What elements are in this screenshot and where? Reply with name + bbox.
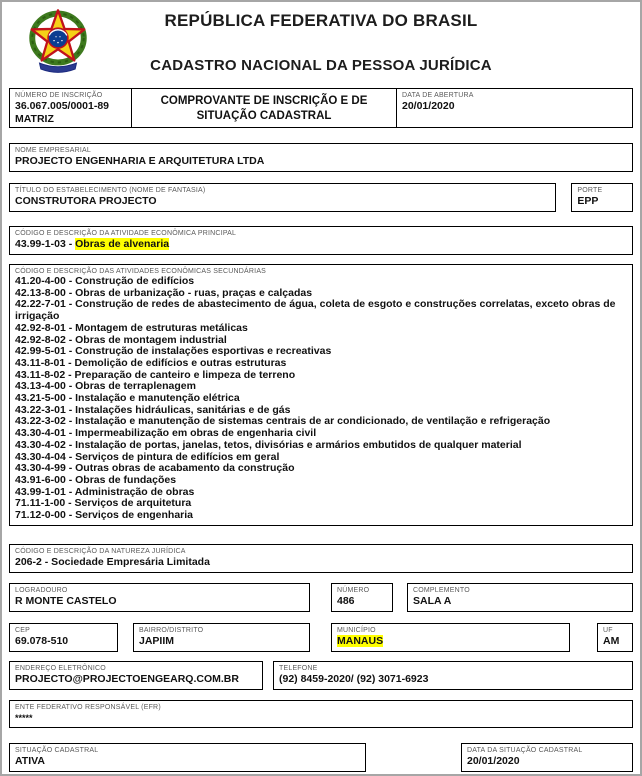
secondary-activity-item: 41.20-4-00 - Construção de edifícios (15, 275, 195, 287)
porte-label: PORTE (577, 187, 603, 194)
complemento-box (407, 583, 633, 612)
atividades-secundarias-label: CÓDIGO E DESCRIÇÃO DAS ATIVIDADES ECONÔMICAS SECUNDÁRIAS (15, 268, 267, 275)
cep-value: 69.078-510 (15, 634, 69, 647)
numero-inscricao-value: 36.067.005/0001-89 (15, 100, 110, 112)
data-abertura-box (396, 89, 632, 127)
secondary-activity-item: 43.30-4-99 - Outras obras de acabamento da construção (15, 462, 295, 475)
numero-box (331, 583, 393, 612)
form-title-box (131, 89, 396, 127)
secondary-activity-item: 43.30-4-04 - Serviços de pintura de edifícios em geral (15, 450, 280, 463)
country-title: REPÚBLICA FEDERATIVA DO BRASIL (164, 11, 478, 30)
atividade-principal-box (9, 226, 633, 255)
situacao-cadastral-box (9, 743, 366, 772)
complemento-label: COMPLEMENTO (413, 586, 470, 594)
atividade-principal-label: CÓDIGO E DESCRIÇÃO DA ATIVIDADE ECONÔMICA PRINCIPAL (15, 230, 237, 237)
data-abertura-value: 20/01/2020 (402, 100, 455, 112)
numero-inscricao-label: NÚMERO DE INSCRIÇÃO (15, 92, 103, 99)
atividade-principal-code: 43.99-1-03 - (15, 238, 73, 250)
uf-value: AM (603, 634, 620, 647)
logradouro-row (9, 583, 633, 612)
nome-fantasia-value: CONSTRUTORA PROJECTO (15, 195, 157, 207)
bairro-box (133, 623, 310, 652)
secondary-activity-item: 43.91-6-00 - Obras de fundações (15, 473, 177, 486)
endereco-eletronico-label: ENDEREÇO ELETRÔNICO (15, 664, 106, 672)
efr-box (9, 700, 633, 728)
secondary-activity-item: 43.21-5-00 - Instalação e manutenção elétrica (15, 392, 240, 405)
data-situacao-label: DATA DA SITUAÇÃO CADASTRAL (467, 746, 583, 754)
numero-value: 486 (337, 594, 355, 607)
porte-value: EPP (577, 195, 599, 207)
secondary-activity-item: 42.92-8-01 - Montagem de estruturas metálicas (15, 321, 248, 334)
numero-inscricao-box (10, 89, 131, 127)
logradouro-value: R MONTE CASTELO (15, 594, 117, 607)
uf-label: UF (603, 626, 613, 634)
natureza-juridica-label: CÓDIGO E DESCRIÇÃO DA NATUREZA JURÍDICA (15, 547, 186, 555)
nome-empresarial-box (9, 143, 633, 172)
municipio-box (331, 623, 570, 652)
uf-box (597, 623, 633, 652)
logradouro-label: LOGRADOURO (15, 586, 68, 594)
data-situacao-value: 20/01/2020 (467, 754, 520, 767)
natureza-juridica-box (9, 544, 633, 573)
atividade-principal-highlight: Obras de alvenaria (75, 238, 170, 250)
secondary-activity-item: 71.11-1-00 - Serviços de arquitetura (15, 497, 192, 510)
bairro-value: JAPIIM (139, 634, 175, 647)
telefone-box (273, 661, 633, 690)
registry-title: CADASTRO NACIONAL DA PESSOA JURÍDICA (150, 57, 492, 74)
situacao-cadastral-label: SITUAÇÃO CADASTRAL (15, 746, 99, 754)
efr-label: ENTE FEDERATIVO RESPONSÁVEL (EFR) (15, 703, 161, 711)
telefone-label: TELEFONE (279, 664, 318, 672)
secondary-activity-item: 71.12-0-00 - Serviços de engenharia (15, 509, 194, 522)
secondary-activity-item: 43.11-8-02 - Preparação de canteiro e limpeza de terreno (15, 368, 296, 381)
numero-label: NÚMERO (337, 586, 370, 594)
secondary-activity-item: 42.99-5-01 - Construção de instalações esportivas e recreativas (15, 345, 332, 358)
porte-box (571, 183, 633, 212)
titulo-porte-row (9, 183, 633, 212)
matriz-indicator: MATRIZ (15, 113, 54, 125)
data-situacao-box (461, 743, 633, 772)
natureza-juridica-value: 206-2 - Sociedade Empresária Limitada (15, 555, 210, 568)
secondary-activity-item: 43.22-3-01 - Instalações hidráulicas, sanitárias e de gás (15, 403, 291, 416)
atividades-secundarias-box (9, 264, 633, 526)
endereco-eletronico-box (9, 661, 263, 690)
secondary-activity-item: 42.92-8-02 - Obras de montagem industrial (15, 333, 227, 346)
secondary-activity-item: 43.30-4-01 - Impermeabilização em obras de engenharia civil (15, 427, 317, 440)
document-header (9, 2, 633, 88)
logradouro-box (9, 583, 310, 612)
cep-box (9, 623, 118, 652)
cep-row (9, 623, 633, 652)
contato-row (9, 661, 633, 690)
situacao-row (9, 743, 633, 772)
identification-row (9, 88, 633, 128)
endereco-eletronico-value: PROJECTO@PROJECTOENGEARQ.COM.BR (15, 672, 239, 685)
secondary-activity-item: 42.22-7-01 - Construção de redes de abastecimento de água, coleta de esgoto e construções correlatas, exceto obras de irrigação (15, 298, 616, 323)
situacao-cadastral-value: ATIVA (15, 754, 45, 767)
municipio-label: MUNICÍPIO (337, 626, 376, 634)
nome-empresarial-value: PROJECTO ENGENHARIA E ARQUITETURA LTDA (15, 155, 265, 167)
telefone-value: (92) 8459-2020/ (92) 3071-6923 (279, 672, 429, 685)
municipio-value-highlight: MANAUS (337, 634, 384, 647)
data-abertura-label: DATA DE ABERTURA (402, 92, 474, 99)
nome-fantasia-box (9, 183, 556, 212)
secondary-activity-item: 42.13-8-00 - Obras de urbanização - ruas, praças e calçadas (15, 286, 313, 299)
form-title: COMPROVANTE DE INSCRIÇÃO E DE SITUAÇÃO CADASTRAL (160, 95, 368, 122)
secondary-activity-item: 43.11-8-01 - Demolição de edifícios e outras estruturas (15, 356, 287, 369)
efr-value: ***** (15, 712, 33, 723)
secondary-activity-item: 43.22-3-02 - Instalação e manutenção de sistemas centrais de ar condicionado, de ventilação e refrigeração (15, 415, 551, 428)
cep-label: CEP (15, 626, 30, 634)
atividades-secundarias-list (15, 276, 627, 522)
secondary-activity-item: 43.13-4-00 - Obras de terraplenagem (15, 380, 196, 393)
secondary-activity-item: 43.30-4-02 - Instalação de portas, janelas, tetos, divisórias e armários embutidos de qualquer material (15, 438, 522, 451)
atividade-principal-value (15, 238, 627, 251)
nome-empresarial-label: NOME EMPRESARIAL (15, 147, 91, 154)
bairro-label: BAIRRO/DISTRITO (139, 626, 204, 634)
complemento-value: SALA A (413, 594, 452, 607)
secondary-activity-item: 43.99-1-01 - Administração de obras (15, 485, 195, 498)
nome-fantasia-label: TÍTULO DO ESTABELECIMENTO (NOME DE FANTASIA) (15, 187, 206, 194)
